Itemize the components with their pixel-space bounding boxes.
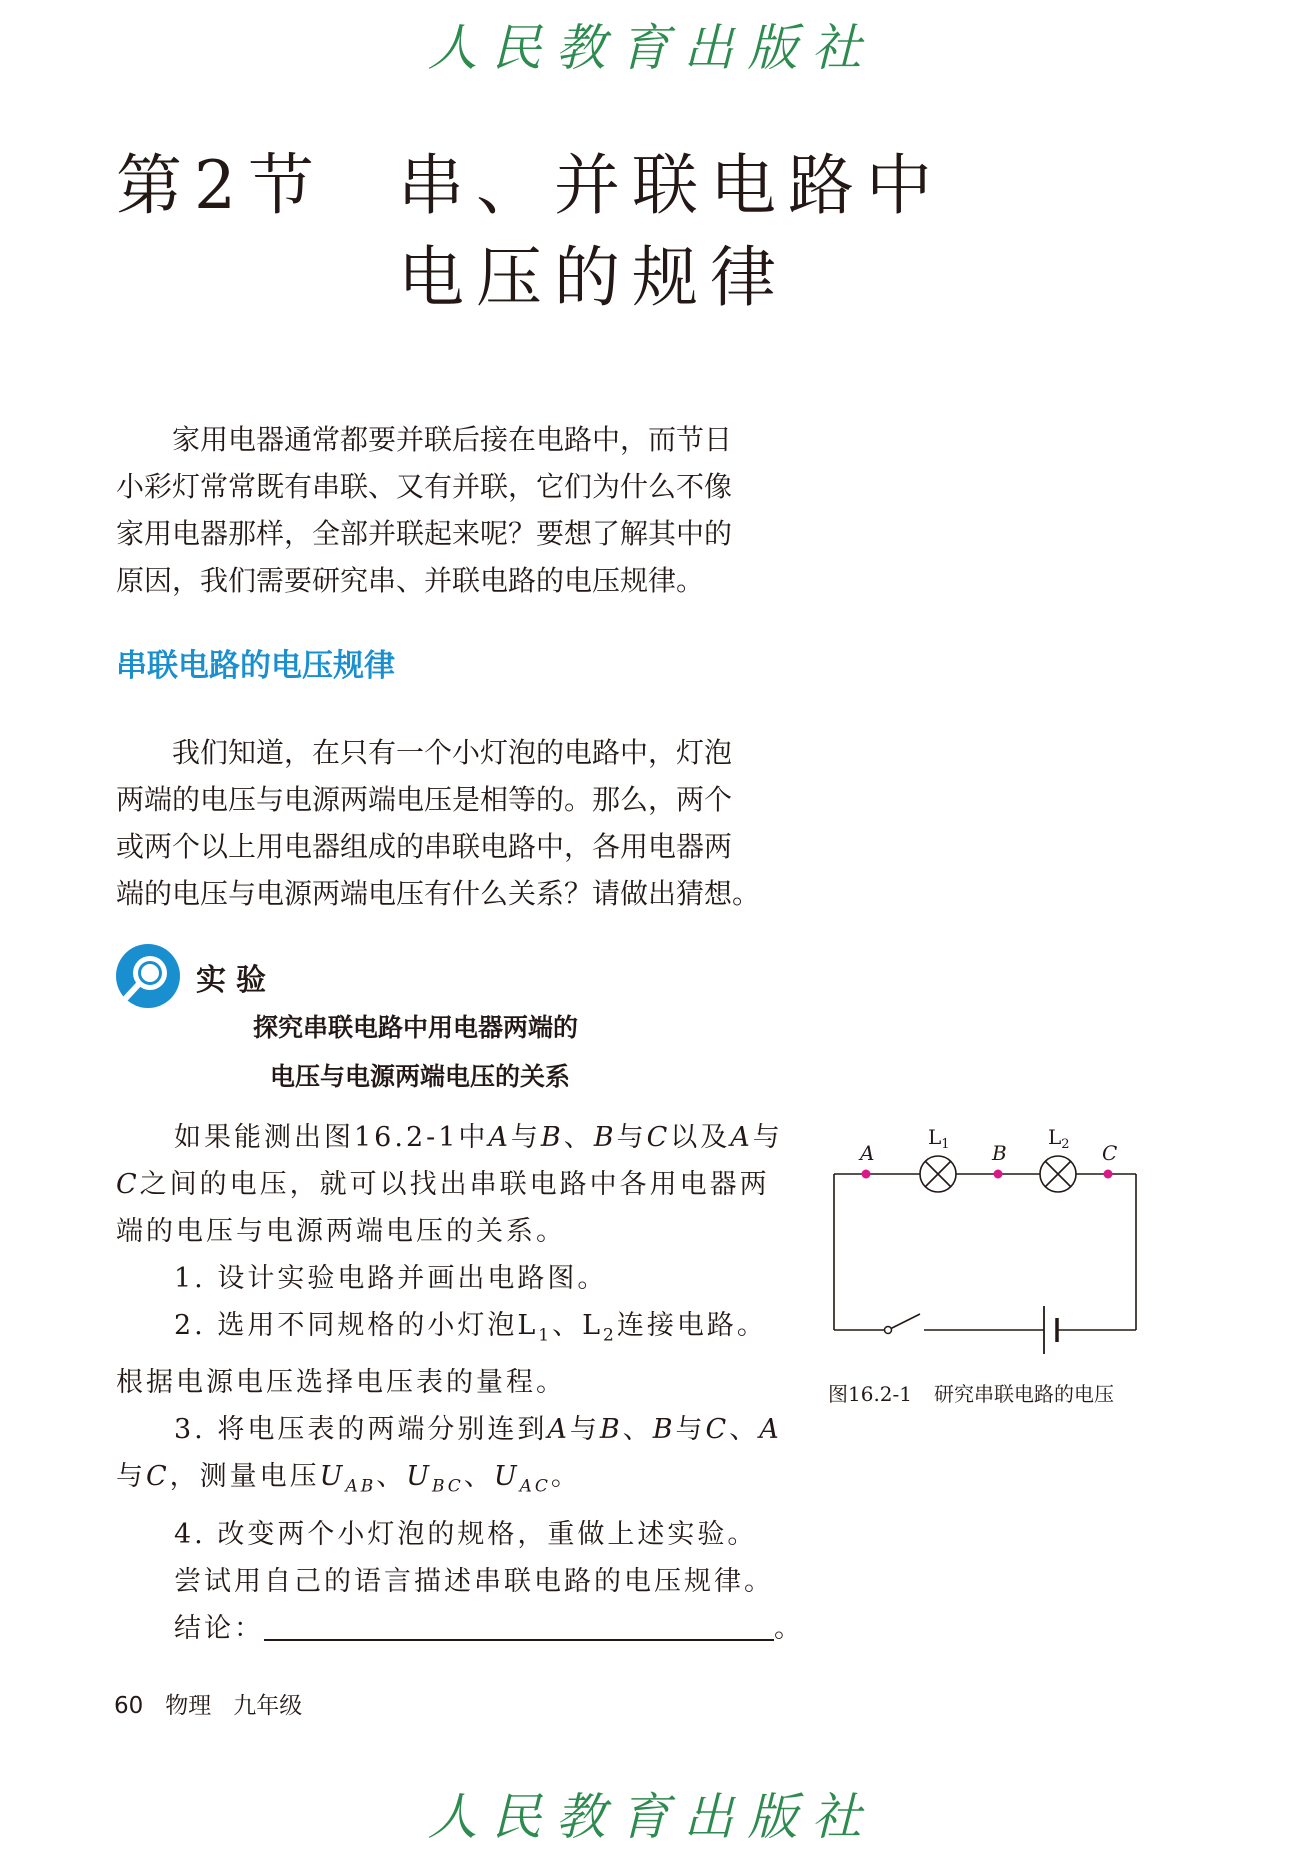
var-a: A	[730, 1122, 753, 1153]
intro-line: 原因，我们需要研究串、并联电路的电压规律。	[116, 564, 705, 597]
page-number: 60	[114, 1693, 144, 1719]
experiment-subtitle-line1: 探究串联电路中用电器两端的	[253, 1013, 579, 1042]
experiment-subtitle-line2: 电压与电源两端电压的关系	[270, 1062, 571, 1091]
text-line	[116, 1453, 796, 1510]
text-span: 与	[569, 1414, 600, 1446]
step-2	[116, 1302, 796, 1359]
text-span: ，测量电压	[169, 1461, 320, 1493]
label-c: C	[1102, 1141, 1118, 1165]
paragraph-line: 两端的电压与电源两端电压是相等的。那么，两个	[116, 783, 733, 816]
footer-grade: 九年级	[233, 1693, 303, 1719]
text-span: 。	[550, 1461, 581, 1493]
text-span: 、	[376, 1461, 407, 1493]
figure-caption	[828, 1378, 1114, 1407]
intro-line: 家用电器通常都要并联后接在电路中，而节日	[172, 423, 733, 456]
lamp-l1-symbol	[920, 1156, 956, 1192]
step-3	[116, 1406, 796, 1453]
switch-contact	[885, 1327, 892, 1334]
step-1: 1. 设计实验电路并画出电路图。	[174, 1263, 608, 1294]
publisher-logo-bottom: 人民教育出版社	[427, 1788, 876, 1846]
caption-title: 研究串联电路的电压	[934, 1382, 1115, 1406]
text-span: 3. 将电压表的两端分别连到	[174, 1414, 548, 1446]
text-span: 之间的电压，就可以找出串联电路中各用电器两	[139, 1169, 770, 1200]
intro-paragraph	[116, 416, 786, 604]
text-span: 连接电路。	[616, 1310, 767, 1341]
subscript: AC	[519, 1476, 551, 1497]
label-b: B	[992, 1141, 1007, 1165]
subscript: BC	[431, 1476, 464, 1497]
node-c	[1104, 1170, 1113, 1179]
conclusion-line	[116, 1605, 804, 1652]
conclusion-blank[interactable]	[264, 1611, 774, 1641]
var-b: B	[593, 1122, 617, 1153]
conclusion-label: 结论：	[174, 1612, 264, 1644]
var-c: C	[146, 1461, 170, 1493]
section-title-line1: 串、并联电路中	[398, 147, 944, 224]
label-l1: $L_1$	[928, 1125, 950, 1152]
publisher-logo-top: 人民教育出版社	[427, 19, 876, 77]
text-span: 、	[563, 1122, 594, 1153]
step-4: 4. 改变两个小灯泡的规格，重做上述实验。	[174, 1518, 758, 1550]
var-b: B	[540, 1122, 564, 1153]
text-line	[116, 1114, 796, 1161]
node-a	[862, 1170, 871, 1179]
text-line: 端的电压与电源两端电压的关系。	[116, 1216, 566, 1247]
var-a: A	[759, 1414, 782, 1446]
subscript: AB	[345, 1476, 377, 1497]
intro-line: 家用电器那样，全部并联起来呢？要想了解其中的	[116, 517, 733, 550]
text-span: 与	[510, 1122, 541, 1153]
text-span: 以及	[670, 1122, 731, 1153]
text-span: 与	[616, 1122, 647, 1153]
subscript: 1	[538, 1325, 553, 1346]
subheading: 串联电路的电压规律	[116, 648, 395, 684]
text-span: 、	[729, 1414, 760, 1446]
page-footer	[114, 1687, 324, 1720]
paragraph-line: 我们知道，在只有一个小灯泡的电路中，灯泡	[172, 736, 733, 769]
text-span: 、	[463, 1461, 494, 1493]
subscript: 2	[603, 1325, 617, 1346]
label-a: A	[860, 1141, 875, 1165]
magnifier-icon	[114, 942, 182, 1010]
var-b: B	[652, 1414, 676, 1446]
label-l2: $L_2$	[1048, 1125, 1070, 1152]
var-c: C	[705, 1414, 730, 1446]
text-span: 。	[774, 1612, 804, 1644]
text-span: 与	[675, 1414, 706, 1446]
text-span: 如果能测出图16.2-1中	[174, 1122, 489, 1153]
experiment-text	[116, 1114, 804, 1652]
var-u: U	[493, 1461, 520, 1493]
var-a: A	[488, 1122, 511, 1153]
section-title-line2: 电压的规律	[398, 239, 788, 316]
paragraph-line: 或两个以上用电器组成的串联电路中，各用电器两	[116, 830, 733, 863]
var-b: B	[599, 1414, 623, 1446]
var-c: C	[116, 1169, 140, 1200]
series-circuit-diagram	[820, 1110, 1150, 1360]
text-span: 2. 选用不同规格的小灯泡L	[174, 1310, 539, 1341]
lamp-l2-symbol	[1040, 1156, 1076, 1192]
var-c: C	[646, 1122, 671, 1153]
text-span: 、	[622, 1414, 653, 1446]
var-u: U	[319, 1461, 346, 1493]
text-span: 与	[116, 1461, 146, 1493]
experiment-label: 实验	[196, 963, 276, 998]
section-number: 第2节	[116, 147, 326, 224]
text-line: 根据电源电压选择电压表的量程。	[116, 1367, 566, 1399]
describe-line: 尝试用自己的语言描述串联电路的电压规律。	[174, 1565, 774, 1597]
paragraph-line: 端的电压与电源两端电压有什么关系？请做出猜想。	[116, 877, 761, 910]
caption-number: 图16.2-1	[828, 1382, 913, 1406]
text-span: 、L	[552, 1310, 604, 1341]
var-a: A	[547, 1414, 570, 1446]
node-b	[994, 1170, 1003, 1179]
var-u: U	[406, 1461, 432, 1493]
text-span: 与	[752, 1122, 783, 1153]
footer-subject: 物理	[165, 1693, 212, 1719]
intro-line: 小彩灯常常既有串联、又有并联，它们为什么不像	[116, 470, 733, 503]
text-line	[116, 1161, 796, 1208]
series-paragraph	[116, 729, 786, 917]
